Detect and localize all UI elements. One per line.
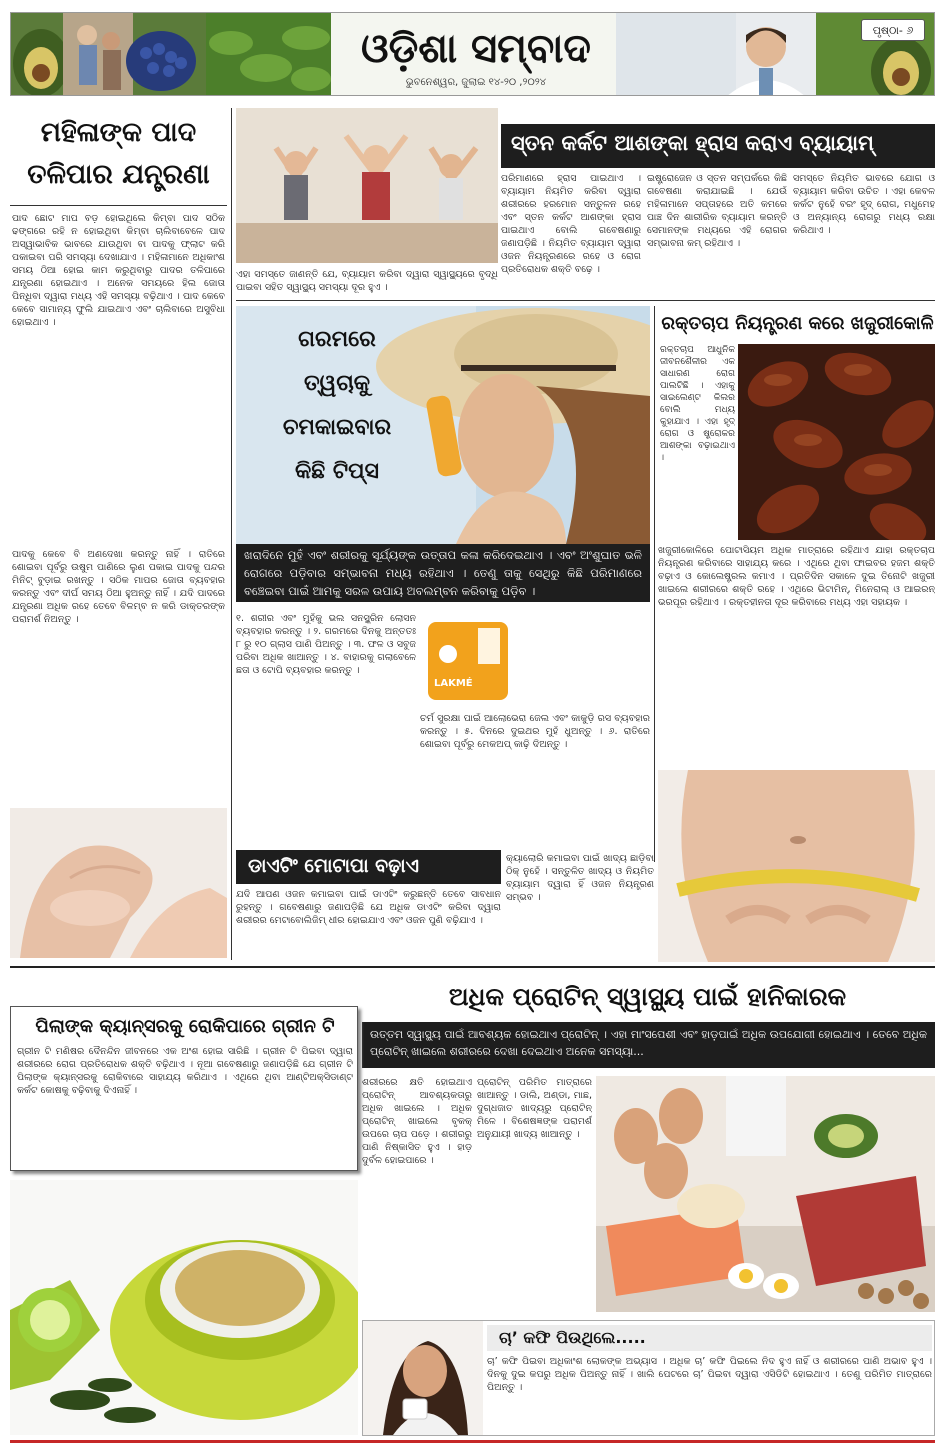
coffee-box: [362, 1320, 935, 1436]
breast-caption: ଏହା ସମସ୍ତେ ଜାଣନ୍ତି ଯେ, ବ୍ୟାୟାମ କରିବା ଦ୍ୱାରା ସ୍ୱାସ୍ଥ୍ୟରେ ବୃଦ୍ଧି ପାଇବା ସହିତ ସ୍ୱାସ୍ଥ୍ୟ ସମସ୍ୟା ଦୂର ହୁଏ ।: [236, 269, 498, 293]
foot-title-rule: [10, 205, 227, 206]
foot-article: [10, 108, 227, 958]
sunscreen-photo: [420, 612, 516, 707]
protein-photo: [596, 1076, 935, 1312]
breast-col-3: ସମସ୍ତେ ନିୟମିତ ଭାବରେ ଯୋଗ ଓ ବ୍ୟାୟାମ କରିବା ଉଚିତ । ଏହା କେବଳ କର୍କଟ ନୁହେଁ ବରଂ ହୃଦ୍ ରୋଗ, ମଧୁମେହ ଓ ଅନ୍ୟାନ୍ୟ ରୋଗରୁ ମଧ୍ୟ ରକ୍ଷା କରିଥାଏ ।: [793, 173, 935, 236]
masthead-left-photo: [11, 13, 331, 96]
greentea-body: ଗ୍ରୀନ ଟି ମଣିଷର ଦୈନନ୍ଦିନ ଜୀବନରେ ଏକ ଅଂଶ ହୋଇ ସାରିଛି । ଗ୍ରୀନ ଟି ପିଇବା ଦ୍ୱାରା ଶରୀରରେ ରୋଗ ପ୍ରତିରୋଧକ ଶକ୍ତି ବଢ଼ିଥାଏ । ନୂଆ ଗବେଷଣାରୁ ଜଣାପଡ଼ିଛି ଯେ ଗ୍ରୀନ ଟି ପିଲାଙ୍କ କ୍ୟାନ୍ସରକୁ ରୋକିବାରେ ସାହାଯ୍ୟ କରିଥାଏ । ଏଥିରେ ଥିବା ଆଣ୍ଟିଅକ୍ସିଡାଣ୍ଟ କର୍କଟ କୋଷକୁ ବଢ଼ିବାକୁ ଦିଏନାହିଁ ।: [17, 1046, 353, 1096]
protein-col-1: ଶରୀରରେ କ୍ଷତି ହୋଇଥାଏ ପ୍ରୋଟିନ୍ ଆବଶ୍ୟକତାରୁ ଅଧିକ ଖାଇଲେ । ଅଧିକ ପ୍ରୋଟିନ୍ ଖାଇଲେ ବୃକକ୍ ଉପରେ ଚାପ ପଡ଼େ । ଶରୀରରୁ ପାଣି ନିଷ୍କାସିତ ହୁଏ । ହାଡ଼ ଦୁର୍ବଳ ହୋଇପାରେ ।: [362, 1077, 472, 1166]
summer-tips-2: ଚର୍ମ ସୁରକ୍ଷା ପାଇଁ ଆଲୋଭେରା ଜେଲ ଏବଂ କାକୁଡ଼ି ରସ ବ୍ୟବହାର କରନ୍ତୁ । ୫. ଦିନରେ ଦୁଇଥର ମୁହଁ ଧୁଅନ୍ତୁ । ୬. ରାତିରେ ଶୋଇବା ପୂର୍ବରୁ ମେକଅପ୍ କାଢ଼ି ଦିଅନ୍ତୁ ।: [420, 713, 650, 750]
sunscreen-brand: LAKMÉ: [434, 678, 473, 689]
dieting-title: ଡାଏଟିଂ ମୋଟାପା ବଢ଼ାଏ: [248, 855, 419, 877]
coffee-photo: [363, 1321, 483, 1435]
dieting-col-1: ଯଦି ଆପଣ ଓଜନ କମାଇବା ପାଇଁ ଡାଏଟିଂ କରୁଛନ୍ତି ତେବେ ସାବଧାନ ରୁହନ୍ତୁ । ଗବେଷଣାରୁ ଜଣାପଡ଼ିଛି ଯେ ଅଧିକ ଡାଏଟିଂ କରିବା ଦ୍ୱାରା ଶରୀରର ମେଟାବୋଲିଜିମ୍ ଧୀର ହୋଇଯାଏ ଏବଂ ଓଜନ ପୁଣି ବଢ଼ିଯାଏ ।: [236, 889, 501, 926]
coffee-title-bar: [487, 1325, 932, 1351]
greentea-photo: [10, 1180, 358, 1435]
protein-col-2: ପ୍ରୋଟିନ୍ ପରିମିତ ମାତ୍ରାରେ ଖାଆନ୍ତୁ । ଡାଲି, ଅଣ୍ଡା, ମାଛ, ଦୁଗ୍ଧଜାତ ଖାଦ୍ୟରୁ ପ୍ରୋଟିନ୍ ମିଳେ । ବିଶେଷଜ୍ଞଙ୍କ ପରାମର୍ଶ ଅନୁଯାୟୀ ଖାଦ୍ୟ ଖାଆନ୍ତୁ ।: [477, 1077, 592, 1140]
dates-title: ରକ୍ତଚାପ ନିୟନ୍ତ୍ରଣ କରେ ଖଜୁରୀକୋଳି: [661, 313, 934, 334]
dieting-col-2: କ୍ୟାଲୋରି କମାଇବା ପାଇଁ ଖାଦ୍ୟ ଛାଡ଼ିବା ଠିକ୍ ନୁହେଁ । ସନ୍ତୁଳିତ ଖାଦ୍ୟ ଓ ନିୟମିତ ବ୍ୟାୟାମ ଦ୍ୱାରା ହିଁ ଓଜନ ନିୟନ୍ତ୍ରଣ ସମ୍ଭବ ।: [506, 853, 654, 903]
summer-title: ଗରମରେ ତ୍ୱଚାକୁ ଚମକାଇବାର କିଛି ଟିପ୍ସ: [282, 327, 392, 484]
summer-tips: ୧. ଶରୀର ଏବଂ ମୁହଁକୁ ଭଲ ସନସ୍କ୍ରିନ ଲୋସନ ବ୍ୟବହାର କରନ୍ତୁ । ୨. ଗରମରେ ଦିନକୁ ଅନ୍ତତଃ ୮ ରୁ ୧୦ ଗ୍ଲାସ ପାଣି ପିଅନ୍ତୁ । ୩. ଫଳ ଓ ସବୁଜ ପରିବା ଅଧିକ ଖାଆନ୍ତୁ । ୪. ବାହାରକୁ ଗଲାବେଳେ ଛତା ଓ ଟୋପି ବ୍ୟବହାର କରନ୍ତୁ ।: [236, 613, 416, 676]
summer-lead: ଖରାଦିନେ ମୁହଁ ଏବଂ ଶରୀରକୁ ସୂର୍ଯ୍ୟଙ୍କ ଉତ୍ତାପ କଳା କରିଦେଇଥାଏ । ଏବଂ ଅଂଶୁଘାତ ଭଳି ରୋଗରେ ପଡ଼ିବାର ସମ୍ଭାବନା ମଧ୍ୟ ରହିଥାଏ । ତେଣୁ ତାକୁ ସେଥିରୁ କିଛି ପରିମାଣରେ ବଞ୍ଚେଇବା ପାଇଁ ଆମକୁ ସରଳ ଉପାୟ ଅବଲମ୍ବନ କରିବାକୁ ପଡ଼ିବ ।: [236, 544, 650, 602]
greentea-title: ପିଲାଙ୍କ କ୍ୟାନ୍ସରକୁ ରୋକିପାରେ ଗ୍ରୀନ ଟି: [35, 1016, 335, 1037]
foot-body-2: ପାଦକୁ କେବେ ବି ଅଣଦେଖା କରନ୍ତୁ ନାହିଁ । ରାତିରେ ଶୋଇବା ପୂର୍ବରୁ ଉଷୁମ ପାଣିରେ ଲୁଣ ପକାଇ ପାଦକୁ ପନ୍ଦର ମିନିଟ୍ ବୁଡ଼ାଇ ରଖନ୍ତୁ । ସଠିକ ମାପର ଜୋତା ବ୍ୟବହାର କରନ୍ତୁ ଏବଂ ଦୀର୍ଘ ସମୟ ଠିଆ ହୁଅନ୍ତୁ ନାହିଁ । ଯଦି ପାଦରେ ଯନ୍ତ୍ରଣା ଅଧିକ ରହେ ତେବେ ବିଳମ୍ବ ନ କରି ଡାକ୍ତରଙ୍କ ପରାମର୍ଶ ନିଅନ୍ତୁ ।: [12, 549, 225, 625]
belly-photo: [658, 770, 935, 962]
protein-lead: ଉତ୍ତମ ସ୍ୱାସ୍ଥ୍ୟ ପାଇଁ ଆବଶ୍ୟକ ହୋଇଥାଏ ପ୍ରୋଟିନ୍ । ଏହା ମାଂସପେଶୀ ଏବଂ ହାଡ଼ପାଇଁ ଅଧିକ ଉପଯୋଗୀ ହୋଇଥାଏ । ତେବେ ଅଧିକ ପ୍ରୋଟିନ୍ ଖାଇଲେ ଶରୀରରେ ଦେଖା ଦେଇଥାଏ ଅନେକ ସମସ୍ୟା...: [362, 1022, 935, 1068]
bottom-red-rule: [10, 1440, 935, 1443]
foot-title: ମହିଳାଙ୍କ ପାଦ ତଳିପାର ଯନ୍ତ୍ରଣା: [27, 117, 210, 190]
masthead: [10, 12, 935, 96]
foot-photo: [10, 808, 227, 958]
dates-side: ରକ୍ତଚାପ ଆଧୁନିକ ଜୀବନଶୈଳୀର ଏକ ସାଧାରଣ ରୋଗ ପାଲଟିଛି । ଏହାକୁ ସାଇଲେଣ୍ଟ କିଲର ବୋଲି ମଧ୍ୟ କୁହାଯାଏ । ଏହା ହୃଦ୍ ରୋଗ ଓ ଷ୍ଟ୍ରୋକର ଆଶଙ୍କା ବଢ଼ାଇଥାଏ ।: [660, 345, 735, 463]
dates-photo: [738, 344, 935, 540]
coffee-body: ଚା’ କଫି ପିଇବା ଅଧିକାଂଶ ଲୋକଙ୍କ ଅଭ୍ୟାସ । ଅଧିକ ଚା’ କଫି ପିଇଲେ ନିଦ ହୁଏ ନାହିଁ ଓ ଶରୀରରେ ପାଣି ଅଭାବ ହୁଏ । ଦିନକୁ ଦୁଇ କପରୁ ଅଧିକ ପିଅନ୍ତୁ ନାହିଁ । ଖାଲି ପେଟରେ ଚା’ ପିଇବା ଦ୍ୱାରା ଏସିଡିଟି ହୋଇଥାଏ । ତେଣୁ ପରିମିତ ମାତ୍ରାରେ ପିଅନ୍ତୁ ।: [487, 1356, 932, 1393]
breast-title-bar: [501, 124, 935, 168]
breast-col-1: ପରିମାଣରେ ହ୍ରାସ ପାଇଥାଏ । ବ୍ୟାୟାମ ନିୟମିତ କରିବା ଦ୍ୱାରା ଶରୀରରେ ହରମୋନ ସନ୍ତୁଳନ ରହେ ଏବଂ ସ୍ତନ କର୍କଟ ଆଶଙ୍କା ହ୍ରାସ ପାଇଥାଏ ବୋଲି ଗବେଷଣାରୁ ଜଣାପଡ଼ିଛି । ନିୟମିତ ବ୍ୟାୟାମ ଦ୍ୱାରା ଓଜନ ନିୟନ୍ତ୍ରଣରେ ରହେ ଓ ରୋଗ ପ୍ରତିରୋଧକ ଶକ୍ତି ବଢ଼େ ।: [501, 173, 641, 275]
masthead-title: ଓଡ଼ିଶା ସମ୍ବାଦ: [361, 25, 591, 72]
page-number: ପୃଷ୍ଠା- ୬: [872, 24, 914, 37]
protein-title: ଅଧିକ ପ୍ରୋଟିନ୍ ସ୍ୱାସ୍ଥ୍ୟ ପାଇଁ ହାନିକାରକ: [448, 982, 847, 1011]
breast-bottom-rule: [236, 300, 935, 301]
dieting-title-bar: [236, 850, 501, 884]
coffee-title: ଚା’ କଫି ପିଉଥିଲେ.....: [499, 1328, 646, 1347]
breast-col-2: ଇଷ୍ଟ୍ରୋଜେନ ଓ ସ୍ତନ ସମ୍ପର୍କରେ କିଛି ଗବେଷଣା କରାଯାଇଛି । ଯେଉଁ ମହିଳାମାନେ ସପ୍ତାହରେ ଅତି କମରେ ପାଞ୍ଚ ଦିନ ଶାରୀରିକ ବ୍ୟାୟାମ କରନ୍ତି ସେମାନଙ୍କ ମଧ୍ୟରେ ଏହି ରୋଗର ସମ୍ଭାବନା କମ୍ ରହିଥାଏ ।: [647, 173, 787, 249]
page-number-badge: [861, 19, 925, 41]
column-rule-mid: [654, 306, 655, 862]
yoga-photo: [236, 108, 498, 263]
section-divider: [10, 966, 935, 968]
breast-title: ସ୍ତନ କର୍କଟ ଆଶଙ୍କା ହ୍ରାସ କରାଏ ବ୍ୟାୟାମ୍: [511, 131, 874, 155]
masthead-dateline: ଭୁବନେଶ୍ୱର, ଜୁଲାଇ ୧୪-୨୦ ,୨୦୨୪: [405, 77, 547, 88]
greentea-box: [10, 1006, 358, 1171]
column-rule-left: [231, 108, 232, 960]
foot-body: ପାଦ ଛୋଟ ମାପ ବଡ଼ ହୋଇଥିଲେ କିମ୍ବା ପାଦ ସଠିକ ଢଙ୍ଗରେ ରହି ନ ହୋଇଥିବା କିମ୍ବା ଚାଲିବାବେଳେ ପାଦ ଅସ୍ୱାଭାବିକ ଭାବରେ ଯାଉଥିବା ବା ପାଦକୁ ଫ୍ଲାଟ କରି ପକାଇବା ପରି ସମସ୍ୟା ଦେଖାଯାଏ । ମହିଳାମାନେ ଅଧିକାଂଶ ସମୟ ଠିଆ ହୋଇ କାମ କରୁଥିବାରୁ ପାଦର ତଳିପାରେ ଯନ୍ତ୍ରଣା ହୋଇଥାଏ । ଅନେକ ସମୟରେ ହିଲ ଜୋତା ପିନ୍ଧିବା ଦ୍ୱାରା ମଧ୍ୟ ଏହି ସମସ୍ୟା ବଢ଼ିଥାଏ । ପାଦ କେବେ କେବେ ସାମାନ୍ୟ ଫୁଲି ଯାଇଥାଏ ଏବଂ ଚାଲିବାରେ ଅସୁବିଧା ହୋଇଥାଏ ।: [12, 213, 225, 328]
dates-body: ଖଜୁରୀକୋଳିରେ ପୋଟାସିୟମ ଅଧିକ ମାତ୍ରାରେ ରହିଥାଏ ଯାହା ରକ୍ତଚାପ ନିୟନ୍ତ୍ରଣ କରିବାରେ ସାହାଯ୍ୟ କରେ । ଏଥିରେ ଥିବା ଫାଇବର ହଜମ ଶକ୍ତି ବଢ଼ାଏ ଓ କୋଲେଷ୍ଟ୍ରଲ କମାଏ । ପ୍ରତିଦିନ ସକାଳେ ଦୁଇ ତିନୋଟି ଖଜୁରୀ ଖାଇଲେ ଶରୀରରେ ଶକ୍ତି ରହେ । ଏଥିରେ ଭିଟାମିନ୍, ମିନେରାଲ୍ ଓ ଆଇରନ୍ ଭରପୂର ରହିଥାଏ । ରକ୍ତହୀନତା ଦୂର କରିବାରେ ମଧ୍ୟ ଏହା ସହାୟକ ।: [658, 545, 935, 608]
